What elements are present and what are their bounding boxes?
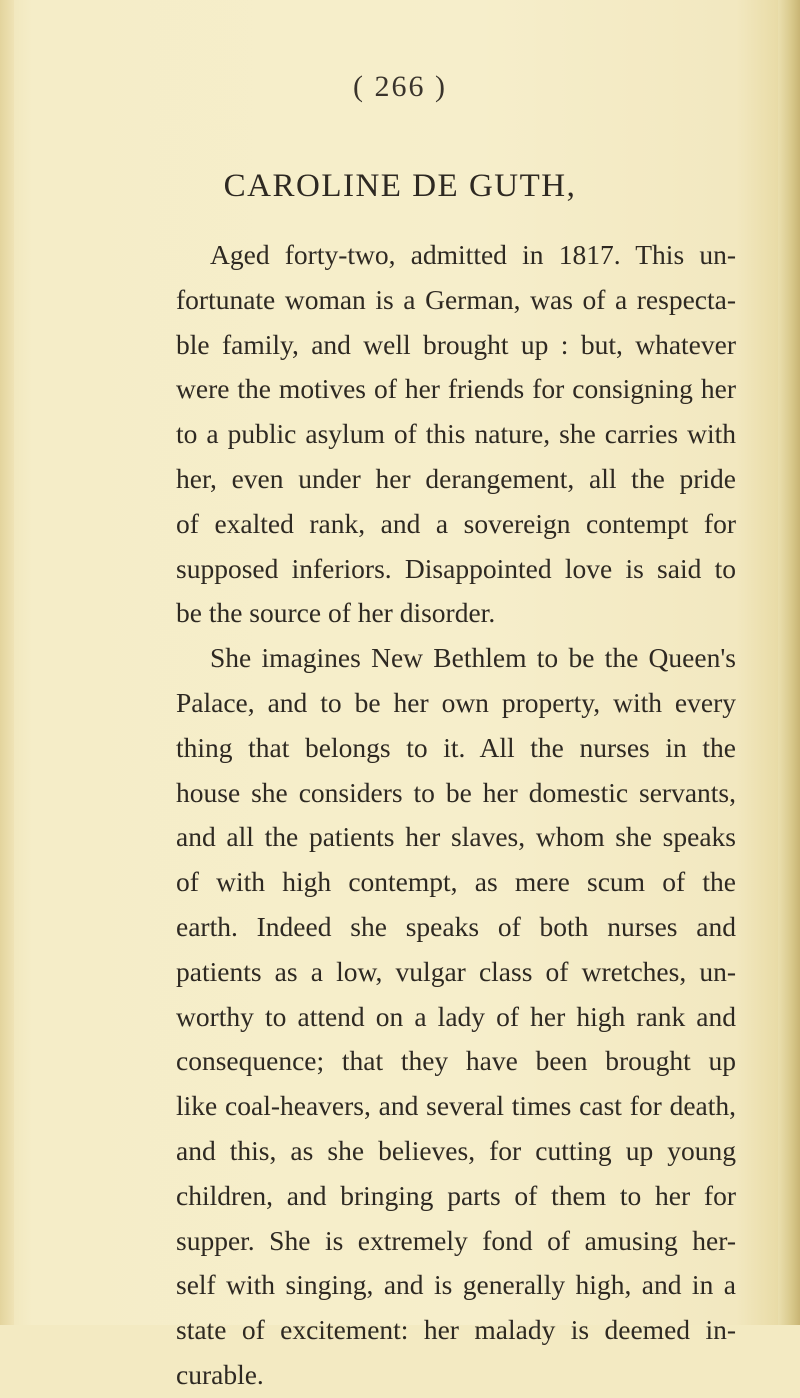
text-line: ble family, and well brought up : but, whatever [176,328,736,360]
text-line: like coal-heavers, and several times cast for death, [176,1090,736,1122]
text-line: Palace, and to be her own property, with every [176,686,736,718]
text-line: earth. Indeed she speaks of both nurses and [176,910,736,942]
text-line: consequence; that they have been brought up [176,1045,736,1077]
entry-heading: CAROLINE DE GUTH, [223,168,577,204]
text-line: thing that belongs to it. All the nurses in the [176,731,736,763]
text-line: She imagines New Bethlem to be the Queen's [210,642,736,674]
text-line: and all the patients her slaves, whom she speaks [176,821,736,853]
text-line: house she considers to be her domestic servants, [176,776,736,808]
text-line: self with singing, and is generally high, and in a [176,1269,736,1301]
text-line: be the source of her disorder. [176,597,496,629]
text-line: supposed inferiors. Disappointed love is said to [176,552,736,584]
page-number: ( 266 ) [353,70,447,103]
text-line: curable. [176,1358,264,1390]
entry-body [176,233,736,1398]
text-line: and this, as she believes, for cutting up young [176,1134,736,1166]
text-line: patients as a low, vulgar class of wretches, un- [176,955,736,987]
text-line: state of excitement: her malady is deemed in- [176,1314,736,1346]
text-line: of exalted rank, and a sovereign contempt for [176,507,736,539]
text-line: children, and bringing parts of them to her for [176,1179,736,1211]
text-line: of with high contempt, as mere scum of the [176,866,736,898]
text-line: Aged forty-two, admitted in 1817. This un- [210,239,736,270]
text-line: were the motives of her friends for consigning her [176,373,736,405]
text-line: worthy to attend on a lady of her high rank and [176,1000,736,1032]
text-line: supper. She is extremely fond of amusing her- [176,1224,736,1256]
text-line: her, even under her derangement, all the pride [176,462,736,494]
text-line: to a public asylum of this nature, she carries with [176,418,736,450]
text-line: fortunate woman is a German, was of a respecta- [176,283,736,315]
